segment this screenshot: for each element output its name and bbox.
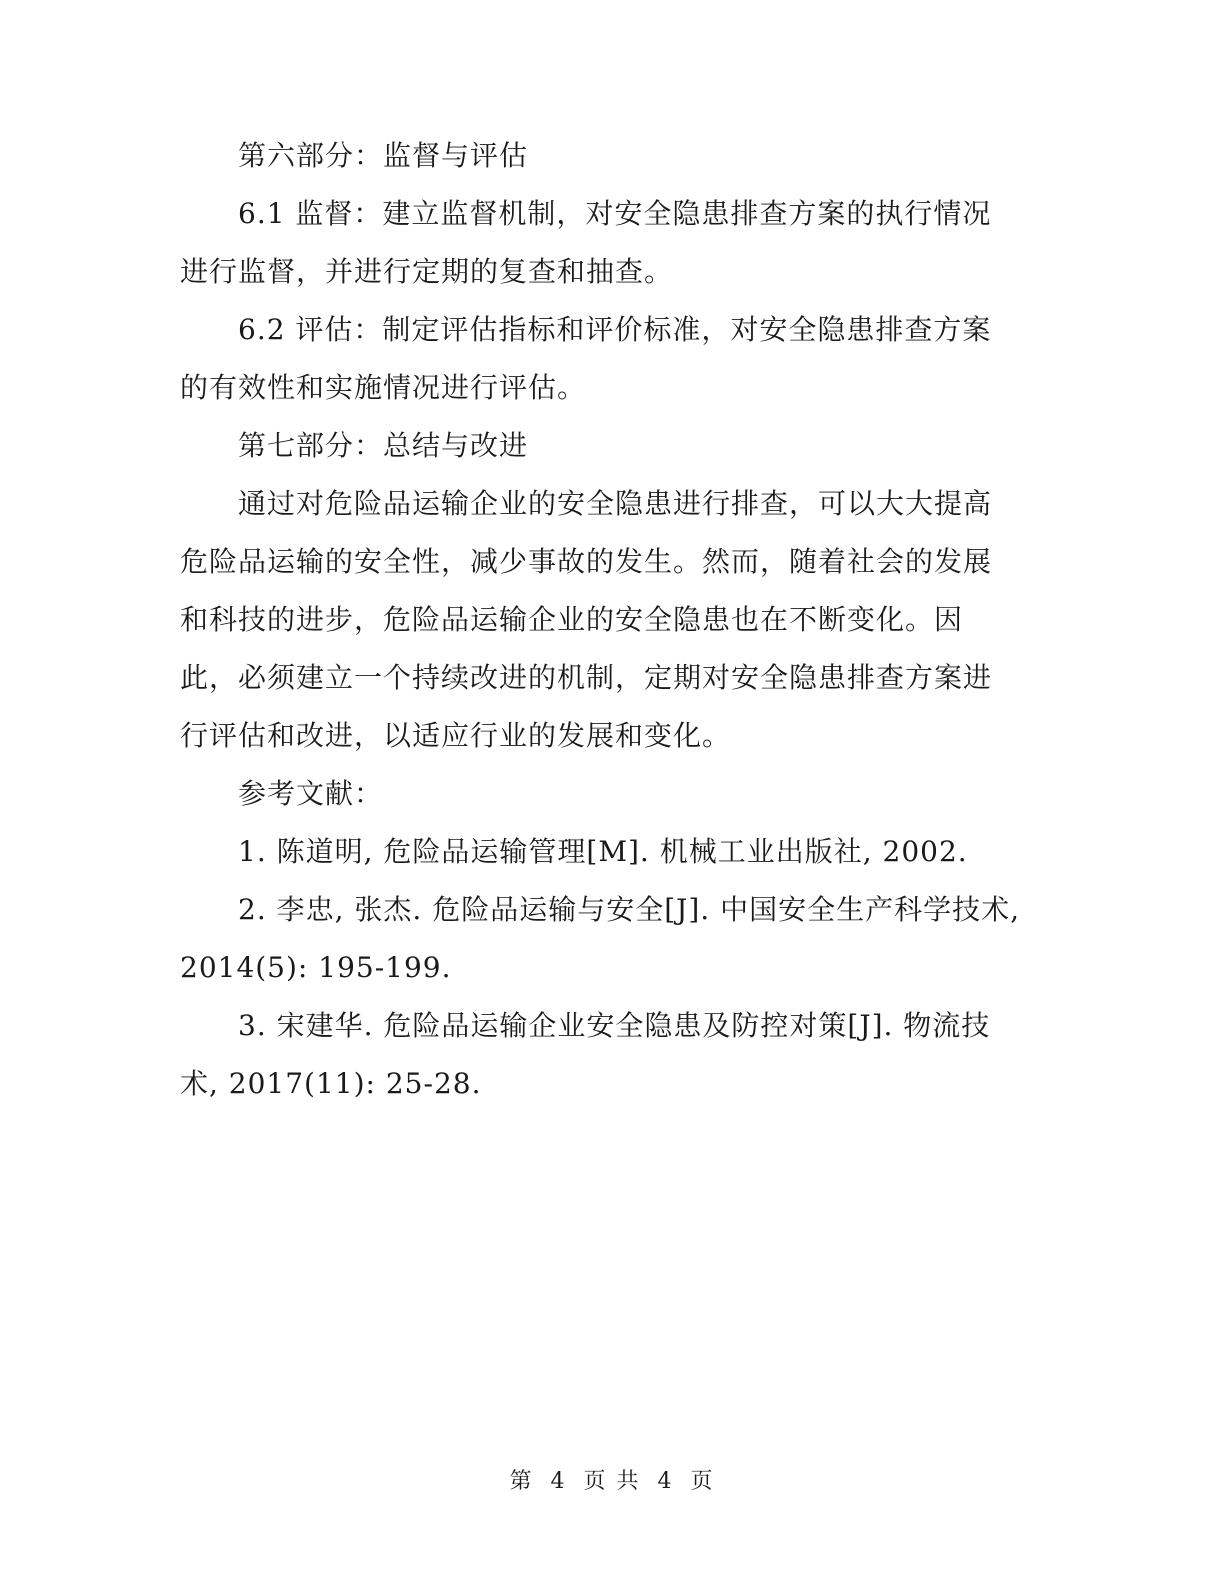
current-page-number: 4 (550, 1469, 567, 1494)
reference-item-3: 3. 宋建华. 危险品运输企业安全隐患及防控对策[J]. 物流技术, 2017(11): 25-28. (180, 1009, 991, 1100)
paragraph-6-2-evaluation: 6.2 评估：制定评估指标和评价标准，对安全隐患排查方案的有效性和实施情况进行评估。 (180, 313, 992, 404)
references-heading: 参考文献： (238, 777, 384, 810)
section-seven-heading: 第七部分：总结与改进 (238, 429, 529, 462)
page-body (180, 127, 1020, 1113)
footer-prefix: 第 (509, 1469, 534, 1494)
section-six-heading: 第六部分：监督与评估 (238, 139, 529, 172)
paragraph-6-1-supervision: 6.1 监督：建立监督机制，对安全隐患排查方案的执行情况进行监督，并进行定期的复查和抽查。 (180, 197, 992, 288)
reference-item-2: 2. 李忠, 张杰. 危险品运输与安全[J]. 中国安全生产科学技术, 2014(5): 195-199. (180, 893, 1020, 984)
footer-suffix: 页 (690, 1469, 715, 1494)
reference-item-1: 1. 陈道明, 危险品运输管理[M]. 机械工业出版社, 2002. (238, 835, 968, 868)
footer-middle: 页 共 (583, 1469, 641, 1494)
summary-paragraph: 通过对危险品运输企业的安全隐患进行排查，可以大大提高危险品运输的安全性，减少事故的发生。然而，随着社会的发展和科技的进步，危险品运输企业的安全隐患也在不断变化。因此，必须建立一个持续改进的机制，定期对安全隐患排查方案进行评估和改进，以适应行业的发展和变化。 (180, 487, 993, 752)
total-page-number: 4 (657, 1469, 674, 1494)
page-footer (0, 1464, 1224, 1495)
